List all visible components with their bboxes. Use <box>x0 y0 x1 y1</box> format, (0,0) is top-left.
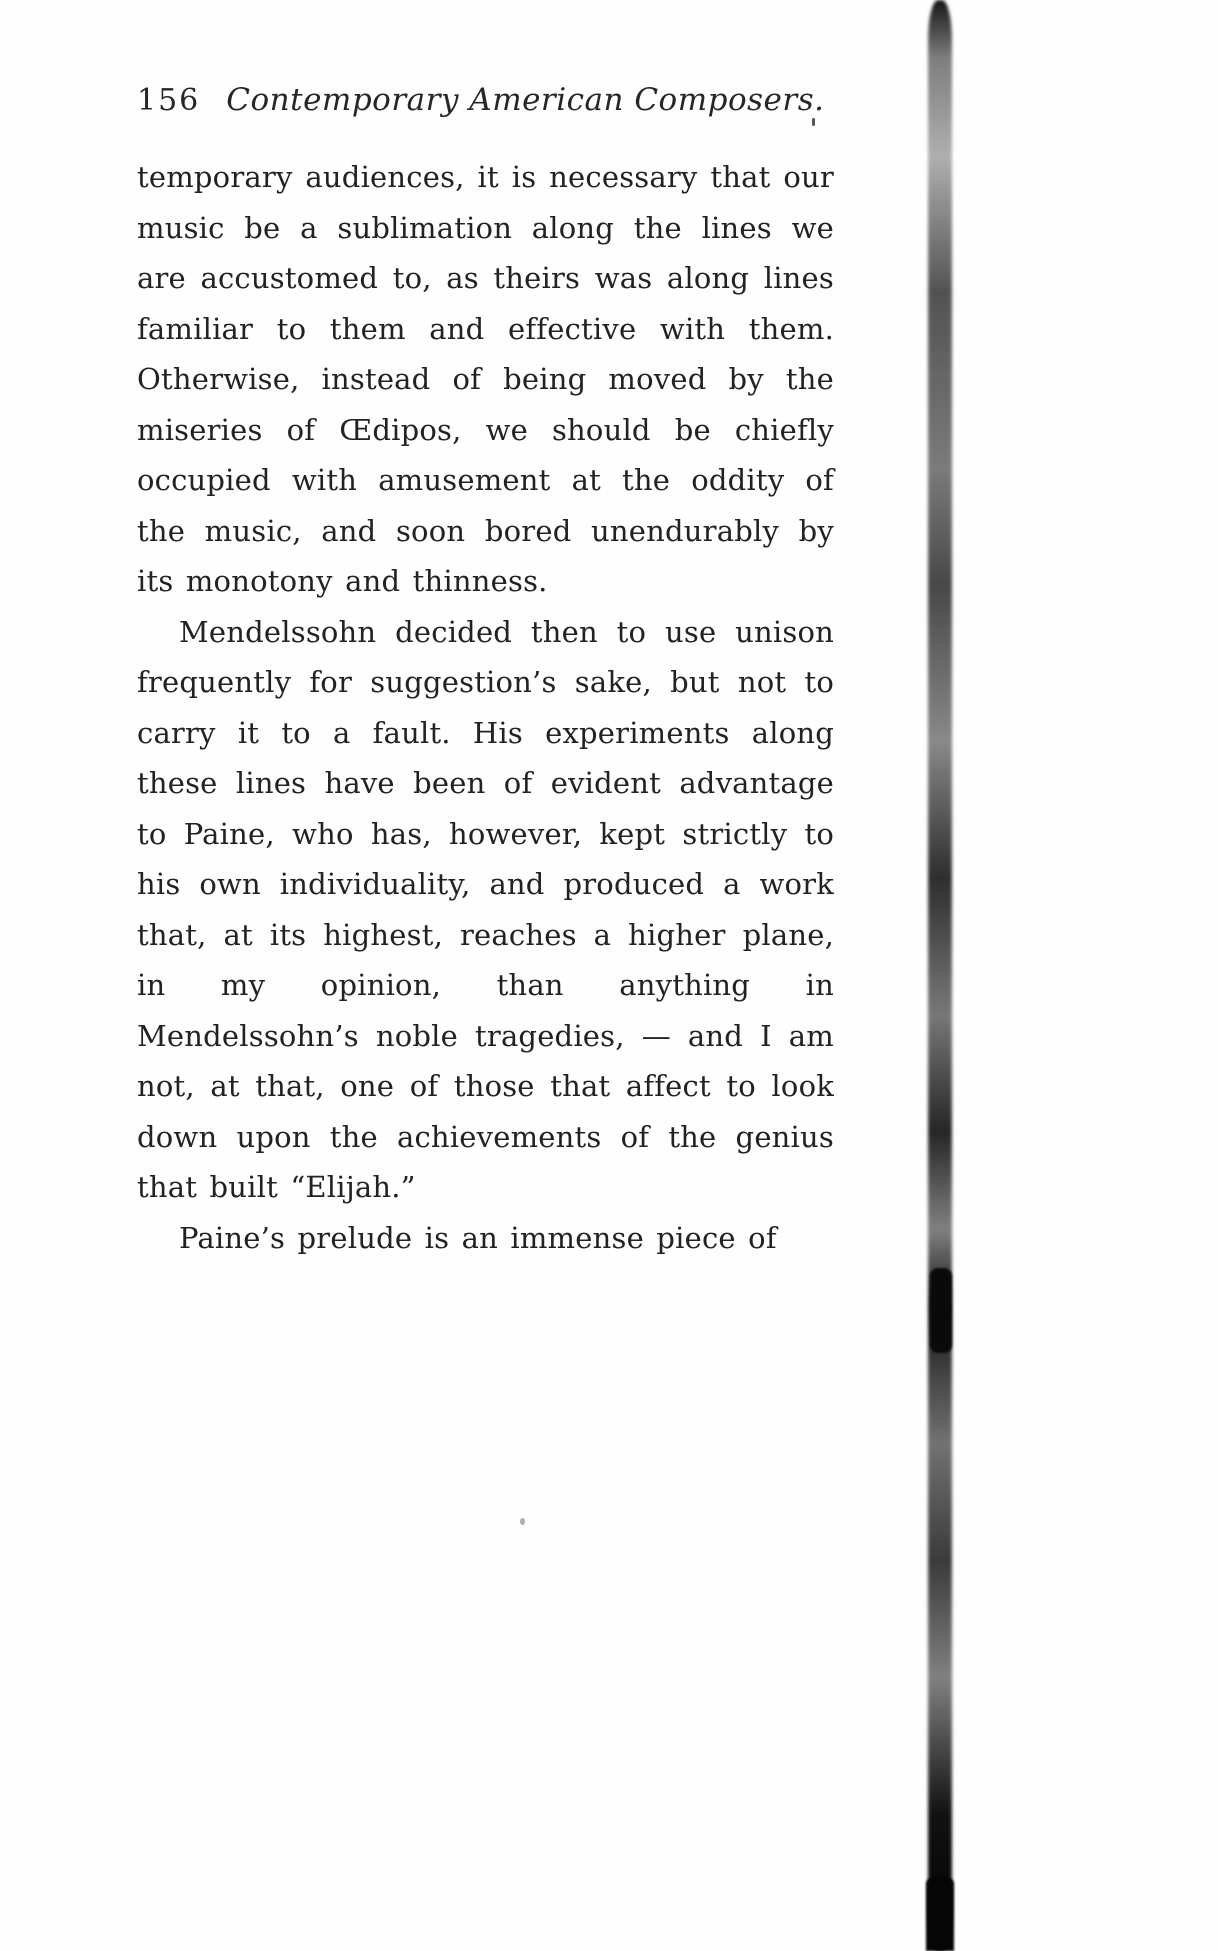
scan-ink-blob <box>926 1878 954 1951</box>
scan-ink-blob <box>930 1268 952 1353</box>
scan-speck <box>812 118 815 126</box>
paragraph: Mendelssohn decided then to use unison frequently for suggestion’s sake, but not to carry it to a fault. His experiments along these lines have been of evident advantage to Paine, who has, however, kept strictly to his own individuality, and produced a work that, at its highest, reaches a higher plane, in my opinion, than anything in Mendelssohn’s noble tragedies, — and I am not, at that, one of those that affect to look down upon the achievements of the genius that built “Elijah.” <box>137 614 834 1204</box>
scan-speck <box>520 1518 525 1525</box>
paragraph: Paine’s prelude is an immense piece of <box>179 1220 777 1255</box>
running-header-title: Contemporary American Composers. <box>226 82 825 118</box>
page-header <box>137 82 834 118</box>
page-number: 156 <box>137 83 201 118</box>
scan-gutter-shadow <box>928 0 952 1951</box>
body-text <box>137 152 834 1263</box>
paragraph: temporary audiences, it is necessary that our music be a sublimation along the lines we are accustomed to, as theirs was along lines familiar to them and effective with them. Otherwise, instead of being moved by the miseries of Œdipos, we should be chiefly occupied with amusement at the oddity of the music, and soon bored unendurably by its monotony and thinness. <box>137 160 834 598</box>
text-block <box>137 82 834 1263</box>
